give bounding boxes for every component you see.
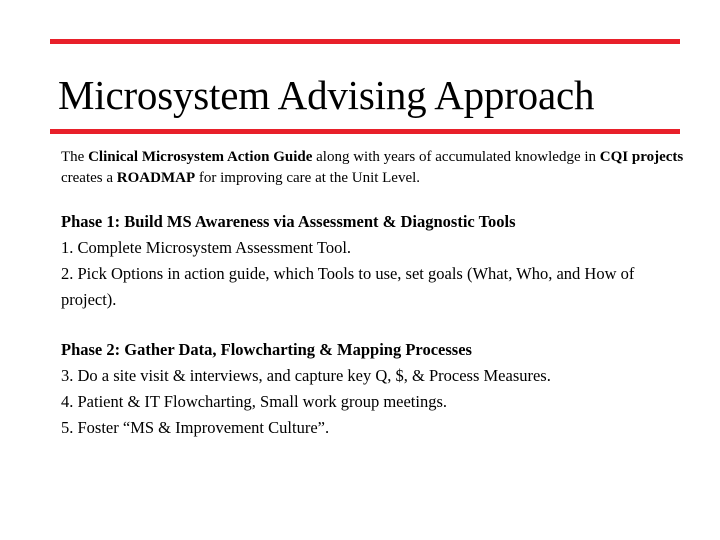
intro-paragraph — [61, 147, 701, 189]
phase-2-item-4: 4. Patient & IT Flowcharting, Small work group meetings. — [61, 392, 448, 411]
title-bottom-rule — [50, 129, 680, 134]
intro-bold-roadmap: ROADMAP — [116, 170, 196, 186]
title-top-rule — [50, 39, 680, 44]
phase-1-section — [61, 209, 691, 313]
intro-text-4: for improving care at the Unit Level. — [195, 170, 421, 186]
intro-bold-cqi: CQI projects — [599, 149, 684, 165]
intro-text-1: The — [61, 149, 89, 165]
intro-bold-action-guide: Clinical Microsystem Action Guide — [88, 149, 313, 165]
slide-title: Microsystem Advising Approach — [58, 72, 595, 118]
intro-text-3: creates a — [61, 170, 117, 186]
intro-text-2: along with years of accumulated knowledge in — [312, 149, 600, 165]
phase-2-heading: Phase 2: Gather Data, Flowcharting & Mapping Processes — [61, 340, 472, 359]
phase-1-item-2: 2. Pick Options in action guide, which Tools to use, set goals (What, Who, and How of project). — [61, 264, 635, 309]
phase-2-item-5: 5. Foster “MS & Improvement Culture”. — [61, 418, 330, 437]
phase-1-heading: Phase 1: Build MS Awareness via Assessment & Diagnostic Tools — [61, 212, 516, 231]
phase-2-item-3: 3. Do a site visit & interviews, and capture key Q, $, & Process Measures. — [61, 366, 551, 385]
phase-1-item-1: 1. Complete Microsystem Assessment Tool. — [61, 238, 352, 257]
phase-2-section — [61, 337, 691, 441]
